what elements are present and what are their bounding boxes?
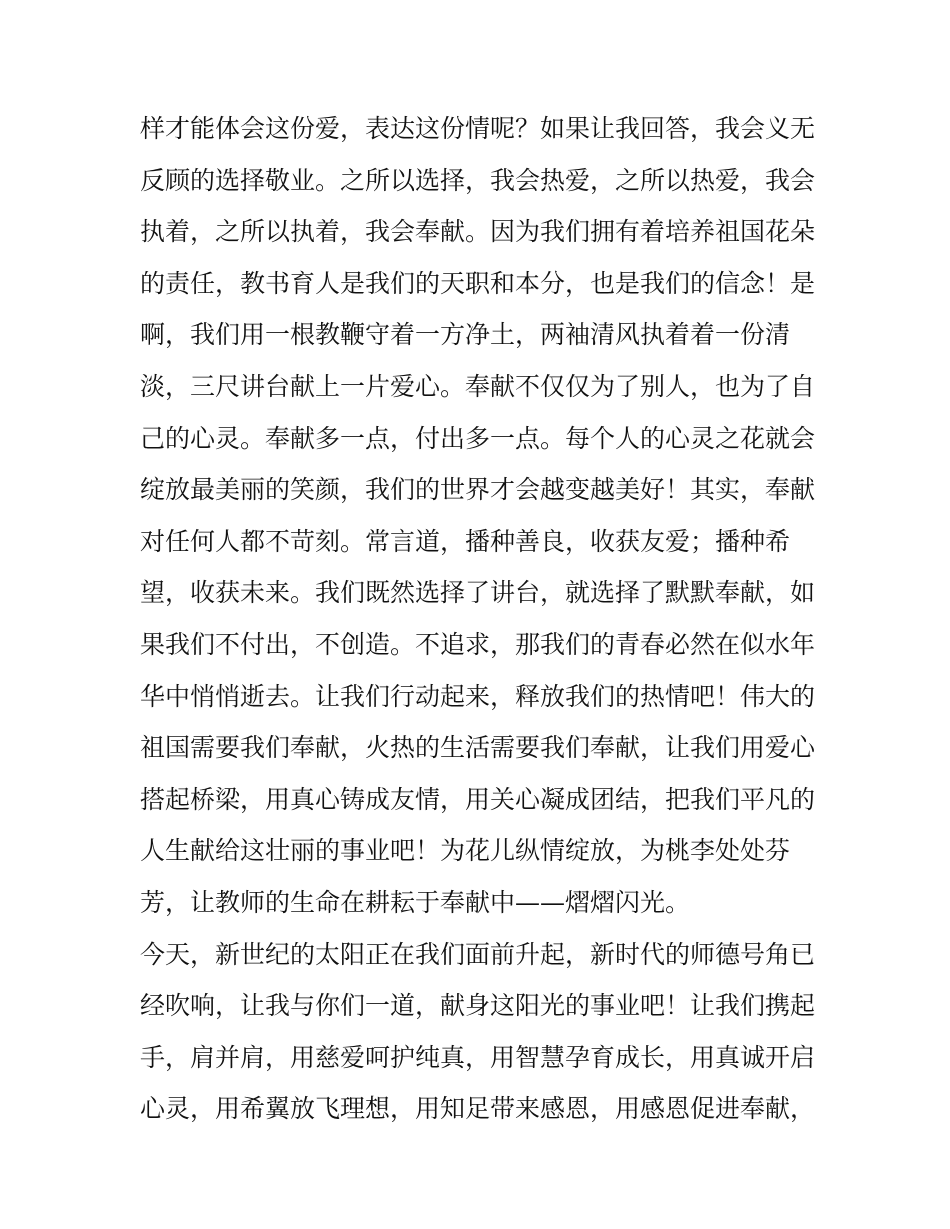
text-line: 人生献给这壮丽的事业吧！为花儿纵情绽放，为桃李处处芬	[140, 836, 791, 866]
text-line: 样才能体会这份爱，表达这份情呢？如果让我回答，我会义无	[140, 114, 816, 143]
text-line: 淡，三尺讲台献上一片爱心。奉献不仅仅为了别人，也为了自	[140, 371, 816, 401]
text-line: 今天，新世纪的太阳正在我们面前升起，新时代的师德号角已	[140, 939, 816, 969]
text-line: 搭起桥梁，用真心铸成友情，用关心凝成团结，把我们平凡的	[140, 784, 816, 814]
text-line: 望，收获未来。我们既然选择了讲台，就选择了默默奉献，如	[140, 578, 816, 608]
text-line: 华中悄悄逝去。让我们行动起来，释放我们的热情吧！伟大的	[140, 681, 816, 711]
text-line: 反顾的选择敬业。之所以选择，我会热爱，之所以热爱，我会	[140, 165, 816, 195]
text-line: 心灵，用希翼放飞理想，用知足带来感恩，用感恩促进奉献，	[140, 1094, 816, 1124]
text-line: 果我们不付出，不创造。不追求，那我们的青春必然在似水年	[140, 629, 816, 659]
text-line: 的责任，教书育人是我们的天职和本分，也是我们的信念！是	[140, 268, 816, 298]
text-line: 经吹响，让我与你们一道，献身这阳光的事业吧！让我们携起	[140, 991, 816, 1021]
body-text	[140, 103, 830, 1135]
text-line: 芳，让教师的生命在耕耘于奉献中——熠熠闪光。	[140, 887, 691, 917]
text-line: 执着，之所以执着，我会奉献。因为我们拥有着培养祖国花朵	[140, 217, 816, 247]
text-line: 啊，我们用一根教鞭守着一方净土，两袖清风执着着一份清	[140, 320, 791, 350]
text-line: 绽放最美丽的笑颜，我们的世界才会越变越美好！其实，奉献	[140, 475, 816, 505]
text-line: 手，肩并肩，用慈爱呵护纯真，用智慧孕育成长，用真诚开启	[140, 1042, 816, 1072]
text-line: 对任何人都不苛刻。常言道，播种善良，收获友爱；播种希	[140, 526, 791, 556]
text-line: 祖国需要我们奉献，火热的生活需要我们奉献，让我们用爱心	[140, 733, 816, 763]
text-line: 己的心灵。奉献多一点，付出多一点。每个人的心灵之花就会	[140, 423, 816, 453]
